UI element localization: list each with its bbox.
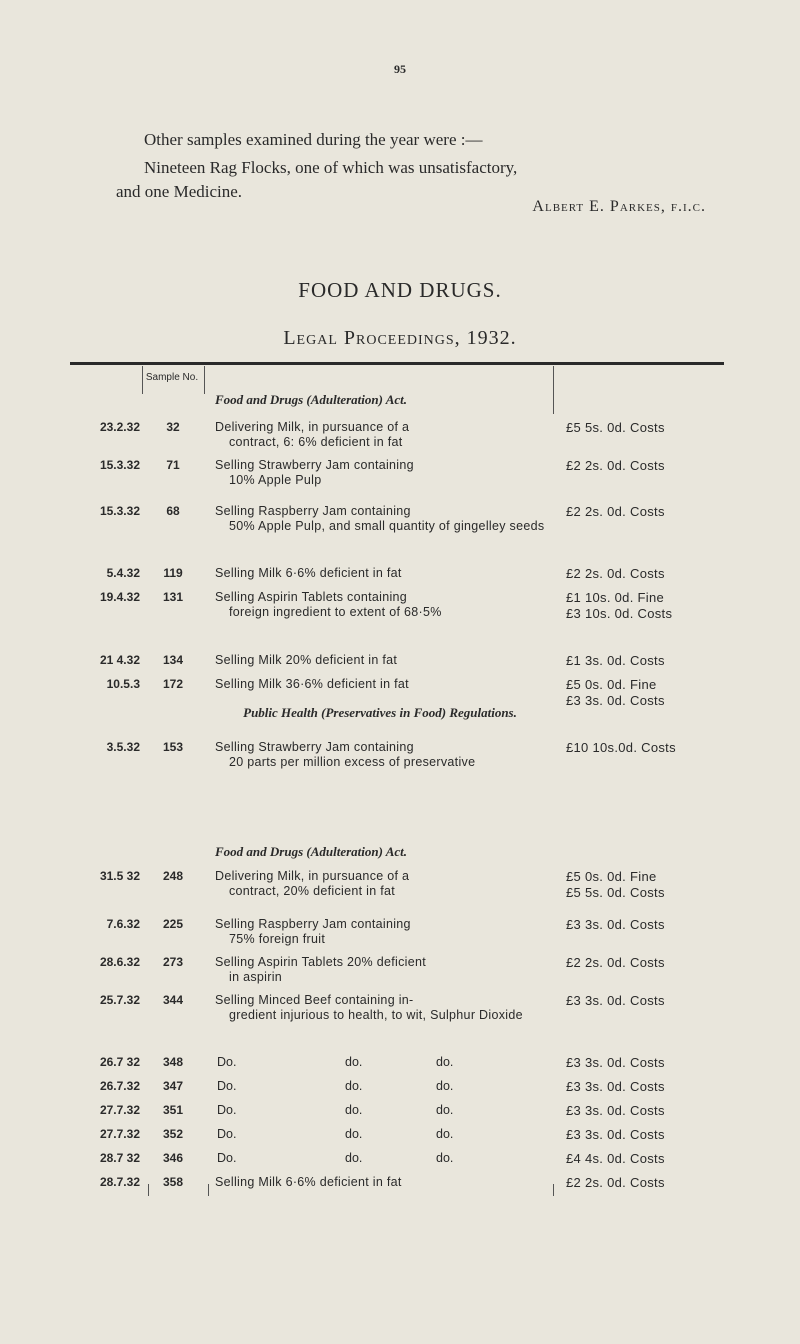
intro-line-1: Other samples examined during the year were :— [144, 130, 483, 149]
penalty-line: £3 3s. 0d. Costs [566, 1079, 665, 1094]
offence-line: Selling Strawberry Jam containing [215, 458, 414, 472]
intro-paragraph [116, 128, 724, 204]
row-sample-no: 134 [162, 653, 184, 667]
intro-line-3: and one Medicine. [116, 182, 243, 201]
penalty-line: £10 10s.0d. Costs [566, 740, 676, 755]
row-date: 23.2.32 [99, 420, 140, 434]
row-sample-no: 347 [162, 1079, 184, 1093]
ditto-mark: do. [345, 1055, 363, 1069]
intro-line-2: Nineteen Rag Flocks, one of which was unsatisfactory, [144, 158, 518, 177]
row-offence [215, 653, 545, 668]
row-offence [215, 1175, 545, 1190]
ditto-mark: do. [436, 1079, 454, 1093]
offence-continuation: 20 parts per million excess of preservative [229, 755, 476, 769]
offence-line: Selling Milk 6·6% deficient in fat [215, 1175, 402, 1189]
row-date: 5.4.32 [106, 566, 140, 580]
penalty-line: £2 2s. 0d. Costs [566, 504, 665, 519]
row-sample-no: 358 [162, 1175, 184, 1189]
row-sample-no: 153 [162, 740, 184, 754]
row-sample-no: 273 [162, 955, 184, 969]
signature: Albert E. Parkes, f.i.c. [532, 198, 706, 215]
column-divider-3 [553, 366, 554, 414]
row-date: 10.5.3 [106, 677, 140, 691]
offence-line: Delivering Milk, in pursuance of a [215, 420, 410, 434]
row-date: 26.7 32 [99, 1055, 140, 1069]
row-sample-no: 119 [163, 566, 183, 580]
penalty-line: £5 5s. 0d. Costs [566, 420, 665, 435]
row-offence [215, 566, 545, 581]
offence-continuation: 50% Apple Pulp, and small quantity of gingelley seeds [229, 519, 545, 533]
row-sample-no: 68 [166, 504, 180, 518]
row-date: 31.5 32 [99, 869, 140, 883]
page-subheading: Legal Proceedings, 1932. [283, 327, 517, 349]
row-penalty [566, 955, 736, 971]
offence-line: Selling Milk 6·6% deficient in fat [215, 566, 402, 580]
row-date: 28.7.32 [99, 1175, 140, 1189]
row-penalty [566, 1055, 736, 1071]
row-offence [215, 677, 545, 692]
offence-line: Delivering Milk, in pursuance of a [215, 869, 410, 883]
row-penalty [566, 1079, 736, 1095]
row-penalty [566, 653, 736, 669]
offence-line: Selling Aspirin Tablets containing [215, 590, 408, 604]
ditto-mark: do. [345, 1103, 363, 1117]
row-sample-no: 71 [166, 458, 180, 472]
row-offence [215, 917, 545, 947]
sample-no-header: Sample No. [145, 372, 199, 383]
row-date: 28.6.32 [99, 955, 140, 969]
column-divider-2 [204, 366, 205, 394]
offence-continuation: in aspirin [229, 970, 283, 984]
ditto-mark: Do. [217, 1055, 237, 1069]
row-penalty [566, 1127, 736, 1143]
row-sample-no: 344 [162, 993, 184, 1007]
penalty-line: £3 3s. 0d. Costs [566, 1103, 665, 1118]
row-penalty [566, 420, 736, 436]
row-offence [215, 869, 545, 899]
row-date: 3.5.32 [106, 740, 140, 754]
column-divider-6 [553, 1184, 554, 1196]
row-sample-no: 351 [162, 1103, 184, 1117]
penalty-line: £2 2s. 0d. Costs [566, 955, 665, 970]
penalty-line: £3 3s. 0d. Costs [566, 917, 665, 932]
penalty-line: £5 5s. 0d. Costs [566, 885, 665, 900]
row-penalty [566, 590, 736, 622]
row-offence [215, 504, 545, 534]
penalty-line: £3 3s. 0d. Costs [566, 993, 665, 1008]
row-date: 15.3.32 [99, 504, 140, 518]
section-heading-3: Food and Drugs (Adulteration) Act. [215, 844, 408, 859]
offence-continuation: gredient injurious to health, to wit, Sulphur Dioxide [229, 1008, 523, 1022]
penalty-line: £5 0s. 0d. Fine [566, 869, 657, 884]
row-date: 7.6.32 [106, 917, 140, 931]
penalty-line: £2 2s. 0d. Costs [566, 566, 665, 581]
row-penalty [566, 917, 736, 933]
row-date: 26.7.32 [99, 1079, 140, 1093]
ditto-mark: do. [345, 1079, 363, 1093]
ditto-mark: Do. [217, 1103, 237, 1117]
row-sample-no: 248 [162, 869, 184, 883]
row-sample-no: 346 [162, 1151, 184, 1165]
offence-line: Selling Raspberry Jam containing [215, 504, 411, 518]
row-penalty [566, 993, 736, 1009]
row-sample-no: 352 [162, 1127, 184, 1141]
offence-continuation: contract, 20% deficient in fat [229, 884, 396, 898]
ditto-mark: Do. [217, 1151, 237, 1165]
offence-continuation: 10% Apple Pulp [229, 473, 322, 487]
row-date: 27.7.32 [99, 1103, 140, 1117]
row-offence [215, 590, 545, 620]
ditto-mark: do. [345, 1127, 363, 1141]
offence-line: Selling Minced Beef containing in- [215, 993, 414, 1007]
penalty-line: £4 4s. 0d. Costs [566, 1151, 665, 1166]
penalty-line: £3 3s. 0d. Costs [566, 693, 665, 708]
offence-continuation: contract, 6: 6% deficient in fat [229, 435, 403, 449]
section-heading-1: Food and Drugs (Adulteration) Act. [215, 392, 408, 407]
row-penalty [566, 566, 736, 582]
ditto-mark: do. [436, 1151, 454, 1165]
ditto-mark: Do. [217, 1079, 237, 1093]
row-penalty [566, 677, 736, 709]
row-penalty [566, 869, 736, 901]
penalty-line: £5 0s. 0d. Fine [566, 677, 657, 692]
table-top-rule [70, 362, 724, 365]
offence-continuation: foreign ingredient to extent of 68·5% [229, 605, 442, 619]
row-penalty [566, 740, 736, 756]
ditto-mark: do. [436, 1103, 454, 1117]
penalty-line: £3 10s. 0d. Costs [566, 606, 673, 621]
row-date: 25.7.32 [99, 993, 140, 1007]
row-date: 19.4.32 [99, 590, 140, 604]
penalty-line: £3 3s. 0d. Costs [566, 1055, 665, 1070]
offence-line: Selling Milk 20% deficient in fat [215, 653, 398, 667]
row-offence [215, 740, 545, 770]
column-divider-5 [208, 1184, 209, 1196]
row-date: 27.7.32 [99, 1127, 140, 1141]
row-sample-no: 131 [162, 590, 184, 604]
row-date: 15.3.32 [99, 458, 140, 472]
section-heading-2: Public Health (Preservatives in Food) Regulations. [243, 705, 517, 720]
page-heading: FOOD AND DRUGS. [298, 278, 502, 302]
offence-line: Selling Raspberry Jam containing [215, 917, 411, 931]
penalty-line: £2 2s. 0d. Costs [566, 1175, 665, 1190]
row-sample-no: 32 [166, 420, 180, 434]
row-penalty [566, 504, 736, 520]
row-offence [215, 420, 545, 450]
row-sample-no: 172 [162, 677, 184, 691]
ditto-mark: do. [436, 1127, 454, 1141]
row-sample-no: 348 [162, 1055, 184, 1069]
row-sample-no: 225 [162, 917, 184, 931]
row-offence [215, 458, 545, 488]
ditto-mark: do. [436, 1055, 454, 1069]
ditto-mark: do. [345, 1151, 363, 1165]
row-offence [215, 955, 545, 985]
row-date: 21 4.32 [99, 653, 140, 667]
penalty-line: £1 10s. 0d. Fine [566, 590, 665, 605]
row-penalty [566, 1103, 736, 1119]
penalty-line: £1 3s. 0d. Costs [566, 653, 665, 668]
row-offence [215, 993, 545, 1023]
offence-continuation: 75% foreign fruit [229, 932, 326, 946]
ditto-mark: Do. [217, 1127, 237, 1141]
row-penalty [566, 1175, 736, 1191]
offence-line: Selling Strawberry Jam containing [215, 740, 414, 754]
penalty-line: £2 2s. 0d. Costs [566, 458, 665, 473]
offence-line: Selling Milk 36·6% deficient in fat [215, 677, 409, 691]
page-number: 95 [394, 62, 406, 76]
row-penalty [566, 458, 736, 474]
penalty-line: £3 3s. 0d. Costs [566, 1127, 665, 1142]
row-date: 28.7 32 [99, 1151, 140, 1165]
offence-line: Selling Aspirin Tablets 20% deficient [215, 955, 426, 969]
row-penalty [566, 1151, 736, 1167]
